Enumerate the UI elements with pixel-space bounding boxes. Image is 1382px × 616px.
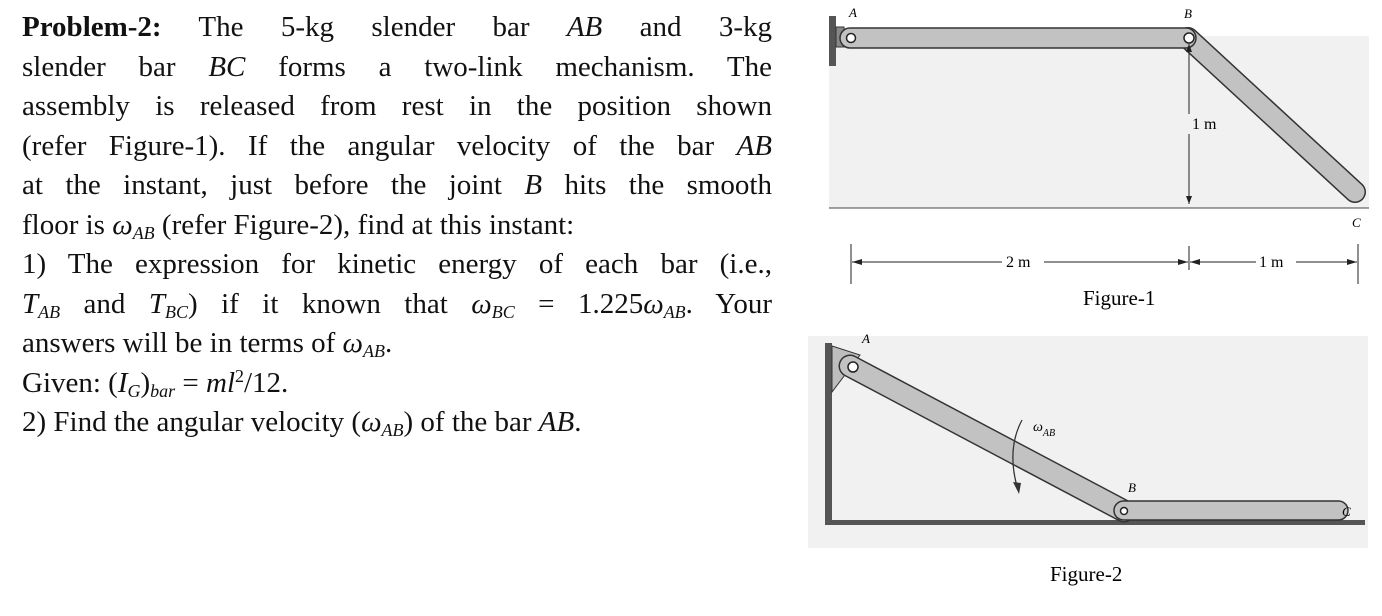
fig2-label-a: A	[862, 331, 870, 346]
fig1-label-c: C	[1352, 215, 1361, 230]
fig2-label-c: C	[1342, 504, 1351, 519]
fig1-label-a: A	[849, 5, 857, 20]
problem-line-8: $T_{AB}$ and $T_{BC}$) if it known that $\omega_{BC} = 1.225\omega_{AB}$. Your	[22, 287, 772, 322]
dim-vertical-label: 1 m	[1192, 116, 1217, 133]
figure-1	[829, 5, 1369, 310]
fig1-label-b: B	[1184, 6, 1192, 21]
pin-a	[847, 34, 856, 43]
figure-2-caption: Figure-2	[1050, 562, 1123, 586]
problem-line-7: 1) The expression for kinetic energy of each bar (i.e.,	[22, 248, 772, 280]
problem-line-11: 2) Find the angular velocity $(\omega_{AB})$ of the bar AB.	[22, 406, 582, 441]
fig2-pin-a	[848, 362, 858, 372]
fig2-bar-bc	[1114, 501, 1348, 520]
problem-given: Given: $(I_G)_{bar} = ml^2/12$.	[22, 365, 289, 401]
problem-line-5: at the instant, just before the joint B hits the smooth	[22, 169, 772, 201]
dim-ab-arrow-left	[852, 259, 862, 265]
bar-ab	[840, 28, 1196, 48]
problem-line-1: Problem-2: The 5-kg slender bar AB and 3-kg	[22, 11, 772, 43]
dim-bc-arrow-left	[1190, 259, 1200, 265]
problem-line-4: (refer Figure-1). If the angular velocity of the bar AB	[22, 129, 772, 162]
dim-bc-arrow-right	[1347, 259, 1357, 265]
pin-b	[1184, 33, 1194, 43]
wall-support-a	[829, 16, 836, 66]
figure-2	[808, 331, 1368, 586]
fig2-label-b: B	[1128, 480, 1136, 495]
dim-bc-label: 1 m	[1259, 254, 1284, 271]
figure-2-wall	[825, 343, 832, 523]
problem-line-6: floor is $\omega_{AB}$ (refer Figure-2), find at this instant:	[22, 208, 575, 243]
dim-ab-label: 2 m	[1006, 254, 1031, 271]
problem-label: Problem-2:	[22, 11, 162, 43]
problem-line-9: answers will be in terms of $\omega_{AB}$.	[22, 327, 393, 362]
fig2-pin-b	[1121, 508, 1128, 515]
problem-line-3: assembly is released from rest in the position shown	[22, 90, 772, 122]
problem-line-2: slender bar BC forms a two-link mechanism. The	[22, 50, 772, 83]
omega-ab-symbol: $\omega_{AB}$	[1033, 420, 1056, 439]
dim-ab-arrow-right	[1178, 259, 1188, 265]
figure-1-caption: Figure-1	[1083, 286, 1156, 310]
